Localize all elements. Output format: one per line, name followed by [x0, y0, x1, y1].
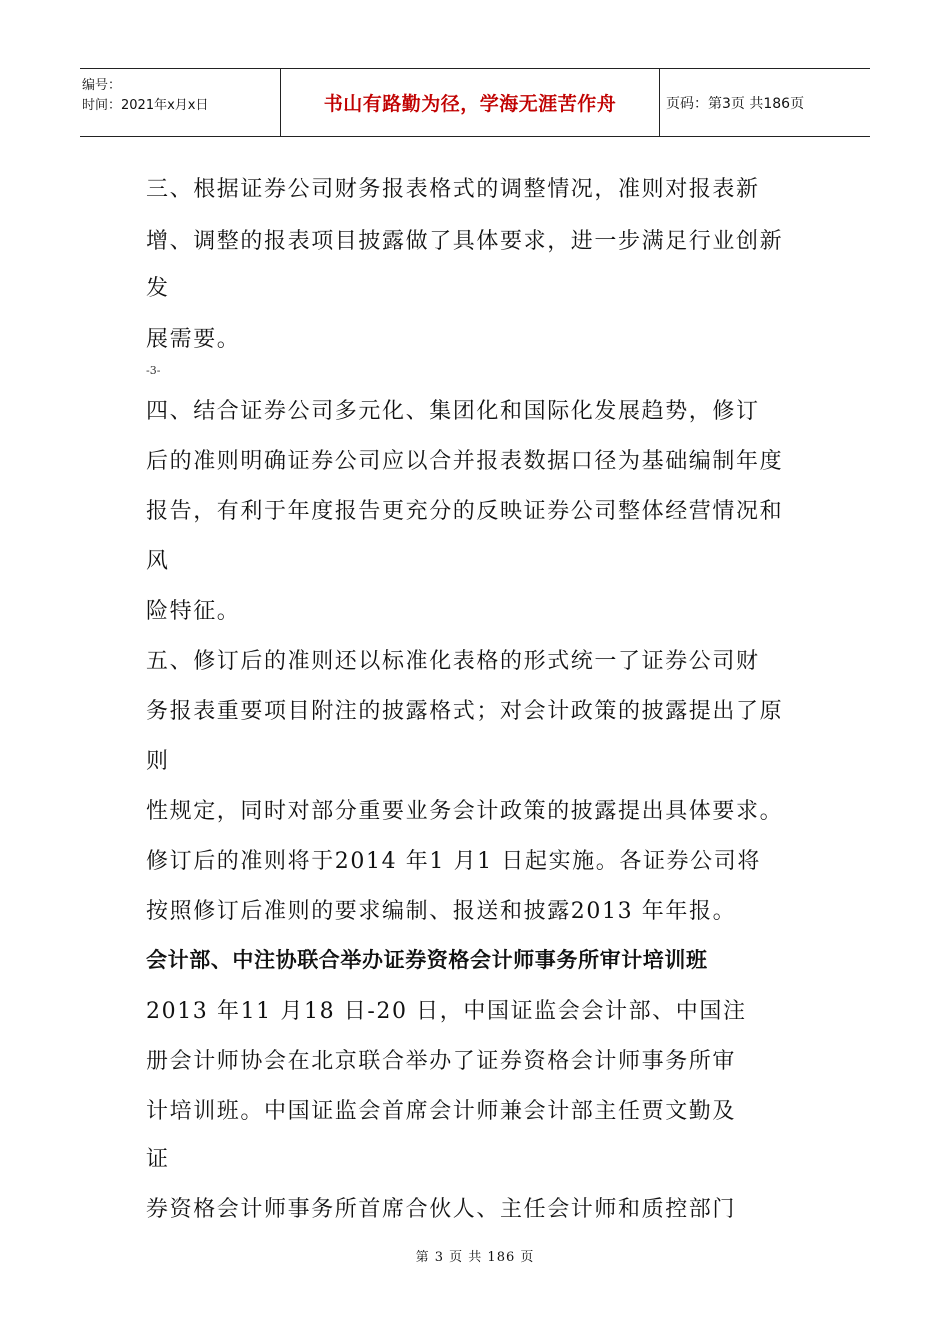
- text-line: 报告，有利于年度报告更充分的反映证券公司整体经营情况和: [146, 499, 784, 524]
- header-motto: 书山有路勤为径，学海无涯苦作舟: [281, 69, 660, 136]
- section-heading: 会计部、中注协联合举办证券资格会计师事务所审计培训班: [146, 948, 708, 972]
- text-line: 务报表重要项目附注的披露格式；对会计政策的披露提出了原: [146, 699, 784, 724]
- page-footer: 第 3 页 共 186 页: [415, 1250, 535, 1265]
- text-line: 险特征。: [146, 599, 241, 624]
- text-line: 风: [146, 549, 170, 574]
- text-line: 册会计师协会在北京联合举办了证券资格会计师事务所审: [146, 1049, 737, 1074]
- text-line: 发: [146, 276, 170, 301]
- inline-page-marker: -3-: [146, 364, 161, 377]
- text-line: 四、结合证券公司多元化、集团化和国际化发展趋势，修订: [146, 399, 760, 424]
- text-line: 按照修订后准则的要求编制、报送和披露2013 年年报。: [146, 899, 737, 924]
- text-line: 证: [146, 1147, 170, 1172]
- text-line: 计培训班。中国证监会首席会计师兼会计部主任贾文勤及: [146, 1099, 737, 1124]
- text-line: 五、修订后的准则还以标准化表格的形式统一了证券公司财: [146, 649, 760, 674]
- text-line: 修订后的准则将于2014 年1 月1 日起实施。各证券公司将: [146, 849, 761, 874]
- text-line: 券资格会计师事务所首席合伙人、主任会计师和质控部门: [146, 1197, 737, 1222]
- time-label: 时间：2021年x月x日: [82, 98, 209, 113]
- text-line: 2013 年11 月18 日-20 日，中国证监会会计部、中国注: [146, 999, 747, 1024]
- text-line: 增、调整的报表项目披露做了具体要求，进一步满足行业创新: [146, 229, 784, 254]
- text-line: 展需要。: [146, 327, 241, 352]
- text-line: 三、根据证券公司财务报表格式的调整情况，准则对报表新: [146, 177, 760, 202]
- text-line: 性规定，同时对部分重要业务会计政策的披露提出具体要求。: [146, 799, 784, 824]
- text-line: 则: [146, 749, 170, 774]
- header-page-info: 页码：第3页 共186页: [666, 95, 805, 112]
- text-line: 后的准则明确证券公司应以合并报表数据口径为基础编制年度: [146, 449, 784, 474]
- serial-label: 编号：: [82, 78, 122, 93]
- header-meta: [80, 69, 281, 136]
- page-header: [80, 68, 870, 137]
